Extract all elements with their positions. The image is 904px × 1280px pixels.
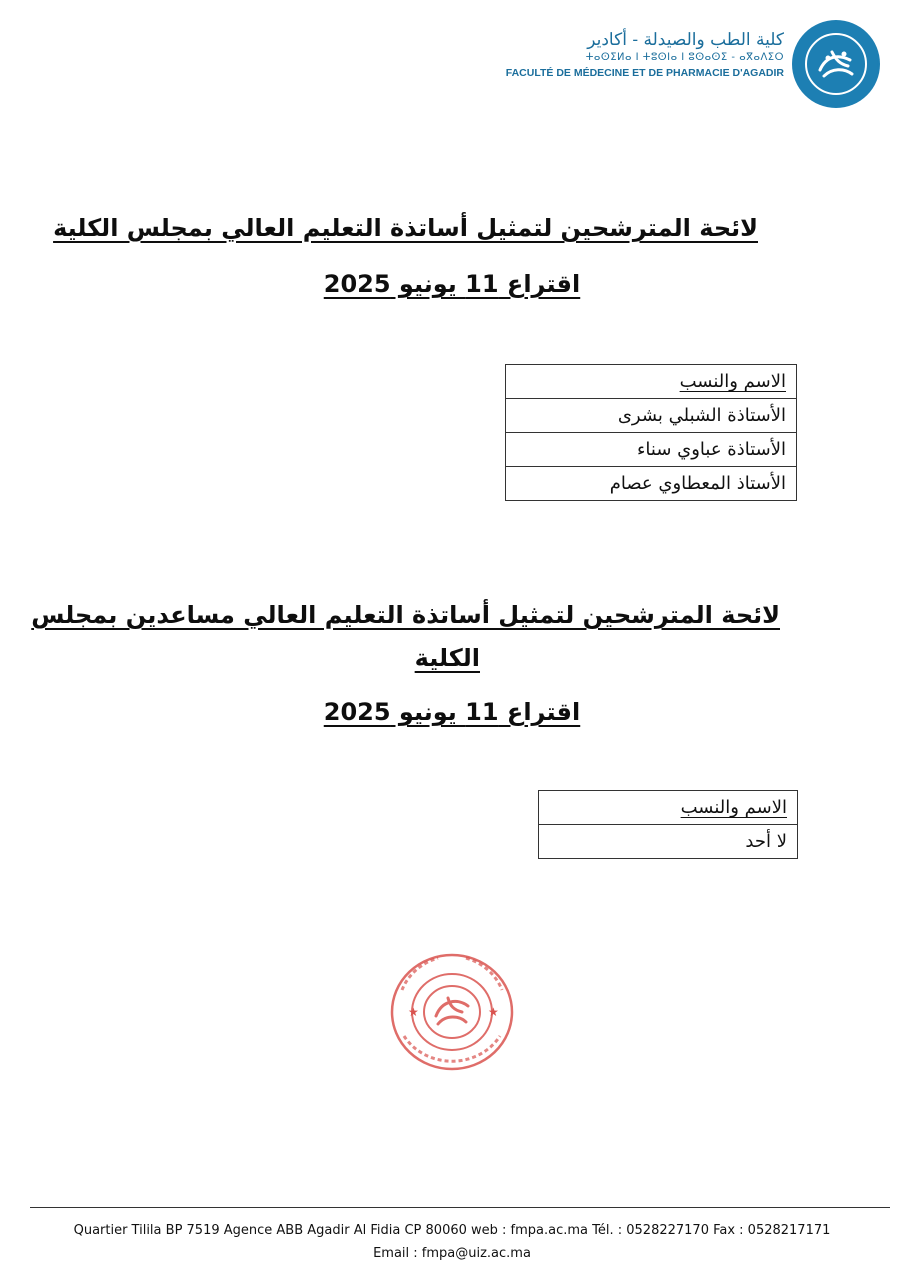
table-row <box>506 433 797 467</box>
section2-date: اقتراع 11 يونيو 2025 <box>323 698 581 726</box>
candidate-name: الأستاذة الشبلي بشرى <box>506 399 797 433</box>
candidate-name: الأستاذ المعطاوي عصام <box>506 467 797 501</box>
column-header: الاسم والنسب <box>539 791 798 825</box>
section1-candidates-table <box>505 364 797 501</box>
section2-title-line1: لائحة المترشحين لتمثيل أساتذة التعليم العالي مساعدين بمجلس <box>31 601 780 629</box>
stamp-seal-icon <box>388 950 516 1074</box>
footer-address: Quartier Tilila BP 7519 Agence ABB Agadir Al Fidia CP 80060 web : fmpa.ac.ma Tél. : 0528227170 Fax : 0528217171 <box>73 1223 831 1238</box>
svg-text:★: ★ <box>488 1005 499 1019</box>
section1-title: لائحة المترشحين لتمثيل أساتذة التعليم العالي بمجلس الكلية <box>53 214 758 242</box>
official-stamp <box>388 950 516 1074</box>
table-row <box>539 825 798 859</box>
section1-date: اقتراع 11 يونيو 2025 <box>323 270 581 298</box>
footer-divider <box>30 1207 890 1208</box>
faculty-name-arabic: كلية الطب والصيدلة - أكادير <box>587 30 784 50</box>
table-row <box>506 467 797 501</box>
candidate-name: لا أحد <box>539 825 798 859</box>
column-header: الاسم والنسب <box>506 365 797 399</box>
section2-title-line2: الكلية <box>414 644 480 672</box>
candidate-name: الأستاذة عباوي سناء <box>506 433 797 467</box>
table-header-row <box>506 365 797 399</box>
section2-candidates-table <box>538 790 798 859</box>
university-logo <box>792 20 880 108</box>
table-row <box>506 399 797 433</box>
footer-email: Email : fmpa@uiz.ac.ma <box>373 1246 531 1261</box>
faculty-name-french: FACULTÉ DE MÉDECINE ET DE PHARMACIE D'AGADIR <box>505 67 784 79</box>
faculty-name-tifinagh: ⵜⴰⵙⵉⵍⴰ ⵏ ⵜⵓⵙⵏⴰ ⵏ ⵓⵙⴰⵙⵉ - ⴰⴳⴰⴷⵉⵔ <box>585 52 784 63</box>
svg-text:★: ★ <box>408 1005 419 1019</box>
table-header-row <box>539 791 798 825</box>
university-emblem-icon <box>792 20 880 108</box>
